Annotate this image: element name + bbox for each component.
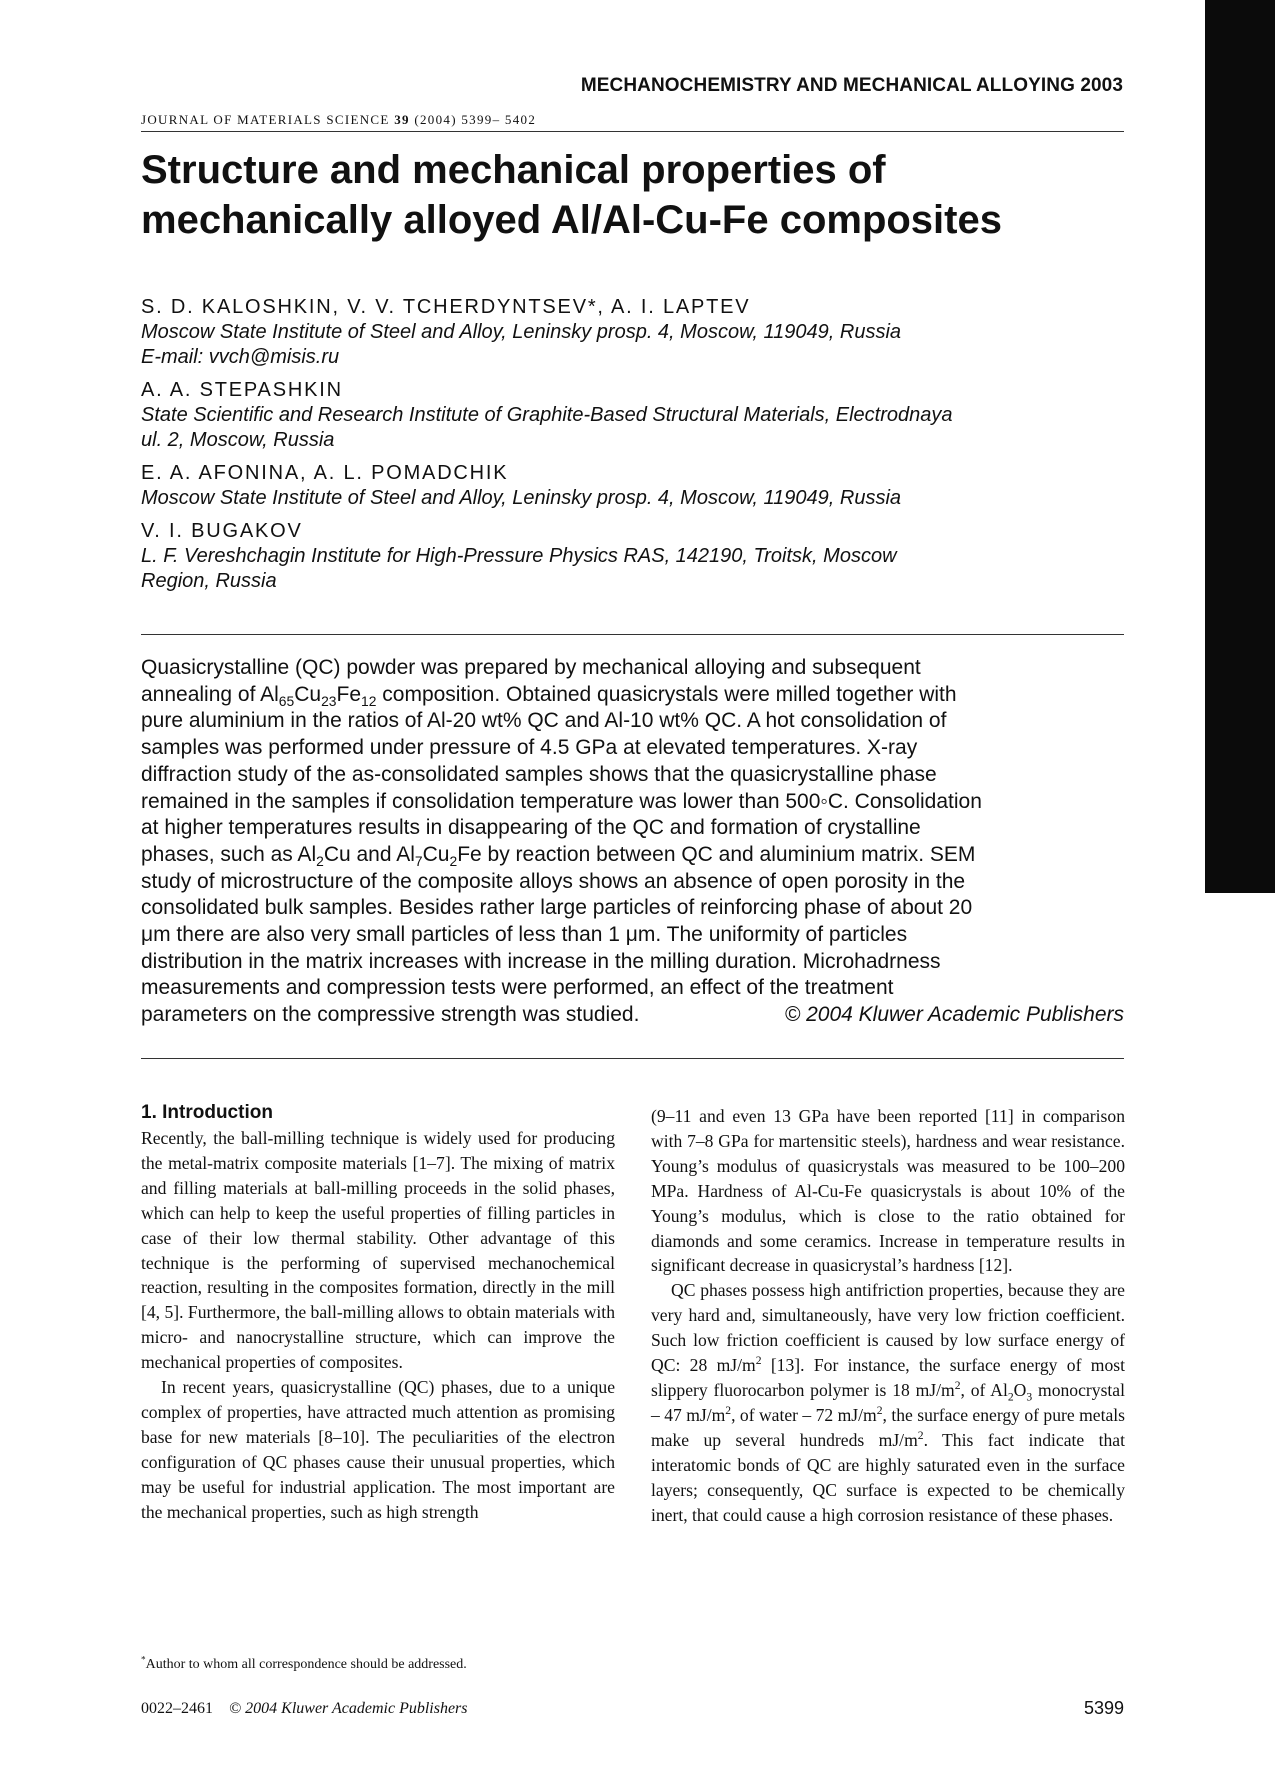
abstract-copyright: © 2004 Kluwer Academic Publishers	[784, 1003, 1124, 1027]
affiliation-line: L. F. Vereshchagin Institute for High-Pressure Physics RAS, 142190, Troitsk, Moscow	[141, 545, 897, 567]
section-heading: 1. Introduction	[141, 1102, 273, 1123]
abstract-line: at higher temperatures results in disappearing of the QC and formation of crystalline	[141, 816, 921, 840]
section-edge-tab	[1205, 0, 1275, 893]
author-group	[141, 294, 1131, 370]
abstract-line: parameters on the compressive strength was studied. © 2004 Kluwer Academic Publishers	[141, 1002, 1124, 1029]
author-group	[141, 518, 1131, 594]
author-names: S. D. KALOSHKIN, V. V. TCHERDYNTSEV*, A. I. LAPTEV	[141, 296, 751, 318]
author-names: E. A. AFONINA, A. L. POMADCHIK	[141, 462, 509, 484]
author-email: E-mail: vvch@misis.ru	[141, 346, 340, 368]
abstract-top-divider	[141, 634, 1124, 635]
footnote	[141, 1654, 467, 1673]
header-divider	[141, 131, 1124, 132]
body-paragraph: Recently, the ball-milling technique is widely used for producing the metal-matrix composite materials [1–7]. The mixing of matrix and filling materials at ball-milling proceeds in the solid phases, which can help to keep the useful properties of filling particles in case of their low thermal stability. Other advantage of this technique is the performing of supervised mechanochemical reaction, resulting in the composites formation, directly in the mill [4, 5]. Furthermore, the ball-milling allows to obtain materials with micro- and nanocrystalline structure, which can improve the mechanical properties of composites.	[141, 1128, 615, 1373]
left-column	[141, 1100, 615, 1525]
paper-title	[141, 145, 1124, 245]
author-group	[141, 460, 1131, 511]
abstract-line: Quasicrystalline (QC) powder was prepared by mechanical alloying and subsequent	[141, 656, 921, 679]
abstract-line: distribution in the matrix increases with increase in the milling duration. Microhadrness	[141, 949, 941, 973]
affiliation-line: ul. 2, Moscow, Russia	[141, 429, 335, 451]
affiliation-line: Moscow State Institute of Steel and Alloy, Leninsky prosp. 4, Moscow, 119049, Russia	[141, 321, 902, 343]
footer-copyright: © 2004 Kluwer Academic Publishers	[229, 1700, 468, 1717]
affiliation-line: Moscow State Institute of Steel and Alloy, Leninsky prosp. 4, Moscow, 119049, Russia	[141, 487, 902, 509]
abstract-line: annealing of $Al_{65}Cu_{23}Fe_{12}$ composition. Obtained quasicrystals were milled together with	[141, 682, 957, 709]
body-paragraph: (9–11 and even 13 GPa have been reported [11] in comparison with 7–8 GPa for martensitic steels), hardness and wear resistance. Young’s modulus of quasicrystals was measured to be 100–200 MPa. Hardness of Al-Cu-Fe quasicrystals is about 10% of the Young’s modulus, which is close to the ratio obtained for diamonds and some ceramics. Increase in temperature results in significant decrease in quasicrystal’s hardness [12].	[651, 1106, 1125, 1276]
abstract-line: remained in the samples if consolidation temperature was lower than 500◦C. Consolidation	[141, 789, 982, 813]
affiliation-line: Region, Russia	[141, 570, 277, 592]
affiliation-line: State Scientific and Research Institute of Graphite-Based Structural Materials, Electrodnaya	[141, 404, 953, 426]
abstract-line: phases, such as $Al_2Cu$ and $Al_7Cu_2Fe$ by reaction between QC and aluminium matrix. SEM	[141, 842, 976, 870]
footnote-text: Author to whom all correspondence should be addressed.	[145, 1657, 467, 1672]
abstract-line: samples was performed under pressure of 4.5 GPa at elevated temperatures. X-ray	[141, 736, 918, 760]
footnote-mark: *	[141, 1654, 146, 1665]
author-names: A. A. STEPASHKIN	[141, 379, 343, 401]
abstract-line: consolidated bulk samples. Besides rather large particles of reinforcing phase of about 20	[141, 896, 973, 920]
journal-volume: 39	[394, 112, 410, 127]
abstract-line: pure aluminium in the ratios of Al-20 wt% QC and Al-10 wt% QC. A hot consolidation of	[141, 709, 947, 733]
journal-citation	[141, 112, 536, 128]
title-line-2: mechanically alloyed Al/Al-Cu-Fe composites	[141, 198, 1002, 242]
abstract-line: μm there are also very small particles of less than 1 μm. The uniformity of particles	[141, 923, 908, 947]
author-group	[141, 377, 1131, 453]
author-names: V. I. BUGAKOV	[141, 520, 303, 542]
authors-block	[141, 294, 1131, 601]
body-paragraph: In recent years, quasicrystalline (QC) phases, due to a unique complex of properties, have attracted much attention as promising base for new materials [8–10]. The peculiarities of the electron configuration of QC phases cause their unusual properties, which may be useful for industrial application. The most important are the mechanical properties, such as high strength	[141, 1377, 615, 1522]
abstract-bottom-divider	[141, 1058, 1124, 1059]
journal-year-pages: (2004) 5399– 5402	[414, 112, 537, 127]
issn: 0022–2461	[141, 1700, 213, 1717]
abstract-line: study of microstructure of the composite alloys shows an absence of open porosity in the	[141, 869, 966, 893]
page-number: 5399	[1083, 1698, 1124, 1718]
journal-name: JOURNAL OF MATERIALS SCIENCE	[141, 112, 390, 127]
abstract-line: measurements and compression tests were performed, an effect of the treatment	[141, 976, 894, 1000]
body-paragraph: QC phases possess high antifriction properties, because they are very hard and, simultaneously, have very low friction coefficient. Such low friction coefficient is caused by low surface energy of QC: 28 $mJ/m^2$ [13]. For instance, the surface energy of most slippery fluorocarbon polymer is 18 $mJ/m^2$, of $Al_2O_3$ monocrystal – 47 $mJ/m^2$, of water – 72 $mJ/m^2$, the surface energy of pure metals make up several hundreds $mJ/m^2$. This fact indicate that interatomic bonds of QC are highly saturated even in the surface layers; consequently, QC surface is expected to be chemically inert, that could cause a high corrosion resistance of these phases.	[651, 1280, 1126, 1525]
title-line-1: Structure and mechanical properties of	[141, 148, 886, 192]
abstract	[141, 655, 1131, 1029]
right-column	[651, 1104, 1125, 1527]
abstract-line: diffraction study of the as-consolidated samples shows that the quasicrystalline phase	[141, 762, 937, 786]
series-header: MECHANOCHEMISTRY AND MECHANICAL ALLOYING 2003	[580, 75, 1123, 96]
footer-left	[141, 1700, 468, 1718]
